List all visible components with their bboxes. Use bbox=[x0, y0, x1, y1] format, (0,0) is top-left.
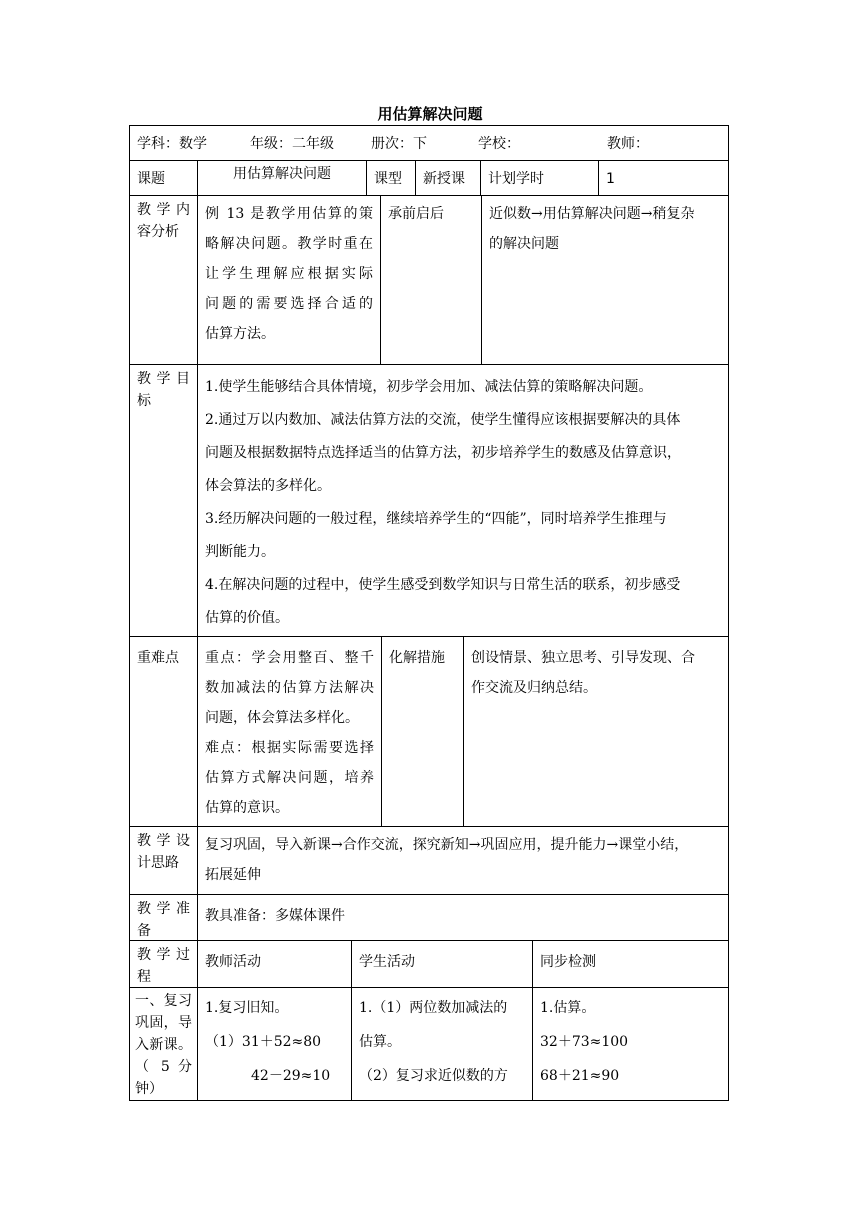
design-text: 复习巩固，导入新课→合作交流，探究新知→巩固应用，提升能力→课堂小结， 拓展延伸 bbox=[205, 837, 689, 883]
subject-field: 学科：数学 bbox=[137, 136, 207, 152]
hours-label: 计划学时 bbox=[488, 171, 544, 187]
student-activity: 1.（1）两位数加减法的 估算。 （2）复习求近似数的方 bbox=[359, 1000, 508, 1084]
sync-check: 1.估算。 32＋73≈100 68＋21≈90 bbox=[540, 1000, 629, 1084]
teacher-field: 教师： bbox=[607, 136, 649, 152]
teacher-activity: 1.复习旧知。 （1）31＋52≈80 42－29≈10 bbox=[205, 1000, 331, 1084]
topic-label: 课题 bbox=[137, 171, 165, 187]
key-points-label: 重难点 bbox=[137, 650, 179, 666]
connect-label: 承前启后 bbox=[388, 206, 444, 222]
hours-value: 1 bbox=[606, 171, 615, 187]
type-label: 课型 bbox=[374, 171, 402, 187]
check-header: 同步检测 bbox=[540, 954, 596, 970]
process-label: 教学过 程 bbox=[137, 947, 190, 985]
topic-value: 用估算解决问题 bbox=[233, 166, 331, 182]
content-analysis-label-text: 教学内 bbox=[137, 202, 190, 218]
connect-text: 近似数→用估算解决问题→稍复杂 的解决问题 bbox=[489, 206, 695, 252]
type-value: 新授课 bbox=[423, 171, 465, 187]
volume-field: 册次：下 bbox=[371, 136, 427, 152]
key-points-text: 重点：学会用整百、整千 数加减法的估算方法解决 问题，体会算法多样化。 难点：根据实际需要选择 估算方式解决问题，培养 估算的意识。 bbox=[205, 650, 374, 816]
objectives-label: 教学目 标 bbox=[137, 371, 190, 409]
measures-text: 创设情景、独立思考、引导发现、合 作交流及归纳总结。 bbox=[471, 650, 695, 696]
info-row bbox=[130, 126, 728, 160]
content-analysis-text: 例 13 是教学用估算的策 略解决问题。教学时重在 让学生理解应根据实际 问题的需要选择合适的 估算方法。 bbox=[205, 206, 373, 342]
grade-field: 年级：二年级 bbox=[250, 136, 334, 152]
content-analysis-label: 教学内 容分析 bbox=[130, 196, 197, 246]
design-label: 教学设 计思路 bbox=[137, 833, 190, 871]
page-title: 用估算解决问题 bbox=[377, 105, 483, 123]
stage-label: 一、复习 巩固，导 入新课。 （ 5 分 钟） bbox=[135, 993, 192, 1097]
teacher-activity-header: 教师活动 bbox=[205, 954, 261, 970]
student-activity-header: 学生活动 bbox=[359, 954, 415, 970]
school-field: 学校： bbox=[478, 136, 520, 152]
objectives-text: 1.使学生能够结合具体情境，初步学会用加、减法估算的策略解决问题。 2.通过万以内数加、减法估算方法的交流，使学生懂得应该根据要解决的具体 问题及根据数据特点选择适当的估算方法，初步培养学生的数感及估算意识， 体会算法的多样化。 3.经历解决问题的一般过程，继续培养学生的“四能”，同时培养学生推理与 判断能力。 4.在解决问题的过程中，使学生感受到数学知识与日常生活的联系，初步感受 估算的价值。 bbox=[205, 379, 681, 626]
measures-label: 化解措施 bbox=[389, 650, 445, 666]
prep-text: 教具准备：多媒体课件 bbox=[205, 908, 345, 924]
prep-label: 教学准 备 bbox=[137, 901, 190, 939]
